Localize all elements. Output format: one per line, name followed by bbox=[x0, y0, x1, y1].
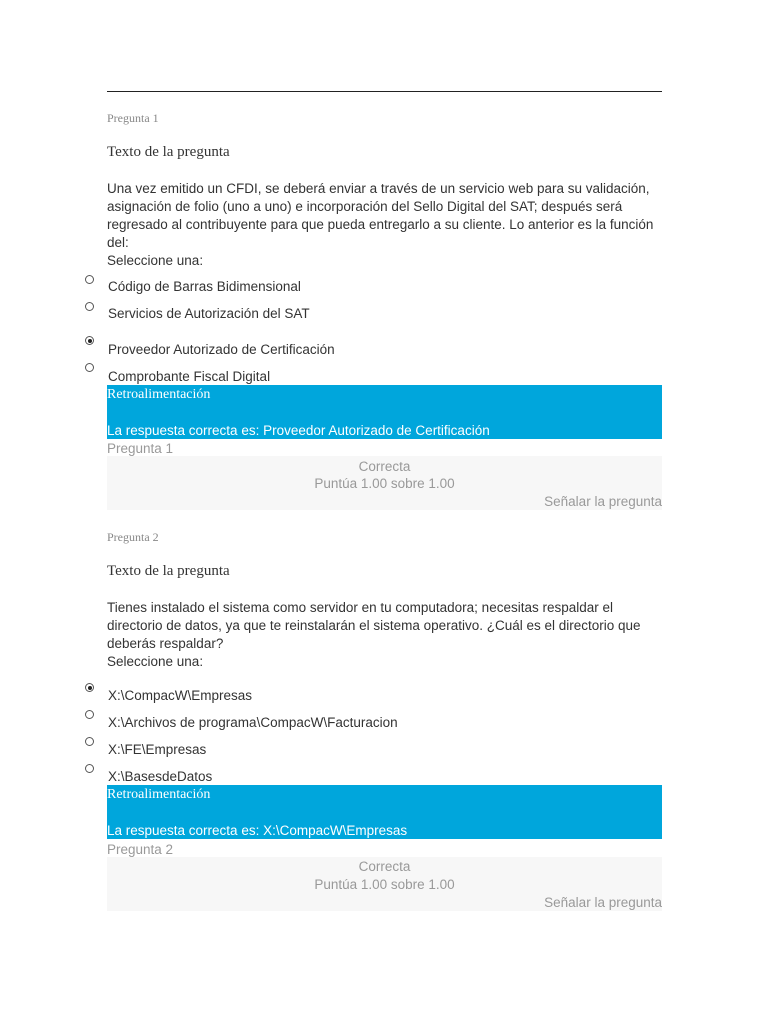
feedback-box bbox=[107, 785, 662, 839]
radio-button-selected[interactable] bbox=[85, 336, 94, 345]
question-info-label: Pregunta 1 bbox=[107, 441, 174, 456]
radio-button[interactable] bbox=[85, 363, 94, 372]
radio-button[interactable] bbox=[85, 737, 94, 746]
question-text-heading: Texto de la pregunta bbox=[107, 563, 230, 579]
correct-answer-text: La respuesta correcta es: X:\CompacW\Empresas bbox=[107, 823, 408, 838]
question-text: Tienes instalado el sistema como servidor en tu computadora; necesitas respaldar el directorio de datos, ya que te reinstalarán el sistema operativo. ¿Cuál es el directorio que deberás respaldar? bbox=[107, 600, 641, 651]
select-prompt: Seleccione una: bbox=[107, 253, 204, 268]
radio-button[interactable] bbox=[85, 710, 94, 719]
answer-option-label: X:\Archivos de programa\CompacW\Facturacion bbox=[108, 715, 398, 730]
question-number-label: Pregunta 2 bbox=[107, 530, 159, 544]
radio-button-selected[interactable] bbox=[85, 683, 94, 692]
top-divider bbox=[107, 91, 662, 92]
answer-option-label: Proveedor Autorizado de Certificación bbox=[108, 342, 335, 357]
radio-button[interactable] bbox=[85, 275, 94, 284]
correct-answer-text: La respuesta correcta es: Proveedor Autorizado de Certificación bbox=[107, 423, 490, 438]
flag-question-link[interactable]: Señalar la pregunta bbox=[544, 895, 662, 910]
flag-question-link[interactable]: Señalar la pregunta bbox=[544, 494, 662, 509]
question-grade: Puntúa 1.00 sobre 1.00 bbox=[314, 877, 455, 892]
radio-button[interactable] bbox=[85, 764, 94, 773]
answer-option-label: Servicios de Autorización del SAT bbox=[108, 306, 310, 321]
feedback-box bbox=[107, 385, 662, 439]
feedback-title: Retroalimentación bbox=[107, 787, 211, 802]
question-state: Correcta bbox=[358, 459, 411, 474]
radio-button[interactable] bbox=[85, 302, 94, 311]
question-state-box bbox=[107, 456, 662, 510]
question-info-label: Pregunta 2 bbox=[107, 842, 174, 857]
answer-option-label: Código de Barras Bidimensional bbox=[108, 279, 301, 294]
answer-option-label: X:\BasesdeDatos bbox=[108, 769, 213, 784]
answer-option-label: Comprobante Fiscal Digital bbox=[108, 369, 271, 384]
question-number-label: Pregunta 1 bbox=[107, 111, 159, 125]
question-text: Una vez emitido un CFDI, se deberá enviar a través de un servicio web para su validación, asignación de folio (uno a uno) e incorporación del Sello Digital del SAT; después será regresado al contribuyente para que pueda entregarlo a su cliente. Lo anterior es la función del: bbox=[107, 181, 654, 250]
question-state-box bbox=[107, 857, 662, 911]
question-state: Correcta bbox=[358, 859, 411, 874]
answer-option-label: X:\FE\Empresas bbox=[108, 742, 207, 757]
question-text-heading: Texto de la pregunta bbox=[107, 144, 230, 160]
answer-option-label: X:\CompacW\Empresas bbox=[108, 688, 253, 703]
select-prompt: Seleccione una: bbox=[107, 654, 204, 669]
feedback-title: Retroalimentación bbox=[107, 387, 211, 402]
question-grade: Puntúa 1.00 sobre 1.00 bbox=[314, 476, 455, 491]
